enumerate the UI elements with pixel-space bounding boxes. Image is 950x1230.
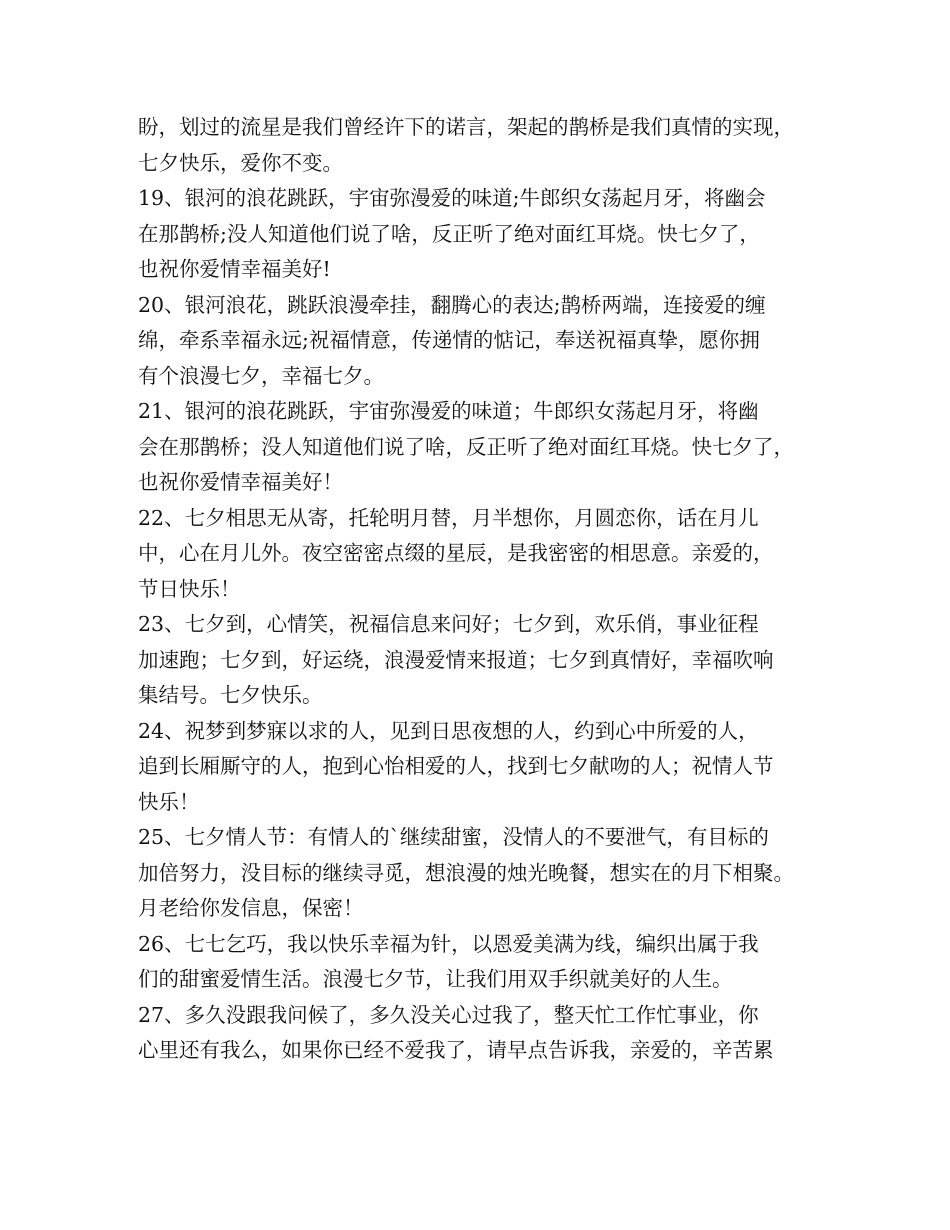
text-line: 在那鹊桥;没人知道他们说了啥，反正听了绝对面红耳烧。快七夕了， bbox=[138, 221, 760, 246]
text-line: 有个浪漫七夕，幸福七夕。 bbox=[138, 363, 384, 388]
document-body bbox=[138, 110, 828, 1069]
text-line: 也祝你爱情幸福美好! bbox=[138, 257, 331, 281]
text-line: 也祝你爱情幸福美好！ bbox=[138, 470, 343, 494]
text-line: 20、银河浪花，跳跃浪漫牵挂，翻腾心的表达;鹊桥两端，连接爱的缠 bbox=[138, 292, 766, 317]
text-line: 心里还有我么，如果你已经不爱我了，请早点告诉我，亲爱的，辛苦累 bbox=[138, 1038, 774, 1062]
text-line: 加倍努力，没目标的继续寻觅，想浪漫的烛光晚餐，想实在的月下相聚。 bbox=[138, 860, 794, 885]
text-line: 加速跑；七夕到，好运绕，浪漫爱情来报道；七夕到真情好，幸福吹响 bbox=[138, 647, 774, 672]
text-line: 追到长厢厮守的人，抱到心怡相爱的人，找到七夕献吻的人；祝情人节 bbox=[138, 754, 774, 778]
text-line: 19、银河的浪花跳跃，宇宙弥漫爱的味道;牛郎织女荡起月牙，将幽会 bbox=[138, 186, 766, 210]
text-line: 盼，划过的流星是我们曾经许下的诺言，架起的鹊桥是我们真情的实现， bbox=[138, 115, 794, 139]
text-line: 月老给你发信息，保密！ bbox=[138, 896, 364, 920]
text-line: 23、七夕到，心情笑，祝福信息来问好；七夕到，欢乐俏，事业征程 bbox=[138, 612, 759, 636]
text-line: 七夕快乐，爱你不变。 bbox=[138, 150, 343, 175]
text-line: 24、祝梦到梦寐以求的人，见到日思夜想的人，约到心中所爱的人， bbox=[138, 718, 759, 743]
text-line: 会在那鹊桥；没人知道他们说了啥，反正听了绝对面红耳烧。快七夕了， bbox=[138, 434, 794, 459]
text-line: 节日快乐！ bbox=[138, 576, 241, 601]
text-line: 26、七七乞巧，我以快乐幸福为针，以恩爱美满为线，编织出属于我 bbox=[138, 931, 759, 956]
text-line: 21、银河的浪花跳跃，宇宙弥漫爱的味道；牛郎织女荡起月牙，将幽 bbox=[138, 399, 759, 423]
text-line: 集结号。七夕快乐。 bbox=[138, 683, 323, 707]
text-line: 25、七夕情人节：有情人的`继续甜蜜，没情人的不要泄气，有目标的 bbox=[138, 825, 769, 849]
text-line: 27、多久没跟我问候了，多久没关心过我了，整天忙工作忙事业，你 bbox=[138, 1002, 759, 1027]
text-line: 快乐！ bbox=[138, 789, 200, 814]
text-line: 22、七夕相思无从寄，托轮明月替，月半想你，月圆恋你，话在月儿 bbox=[138, 505, 759, 530]
text-line: 绵，牵系幸福永远;祝福情意，传递情的惦记，奉送祝福真挚，愿你拥 bbox=[138, 328, 760, 352]
text-line: 们的甜蜜爱情生活。浪漫七夕节，让我们用双手织就美好的人生。 bbox=[138, 967, 733, 991]
text-line: 中，心在月儿外。夜空密密点缀的星辰，是我密密的相思意。亲爱的， bbox=[138, 541, 774, 565]
